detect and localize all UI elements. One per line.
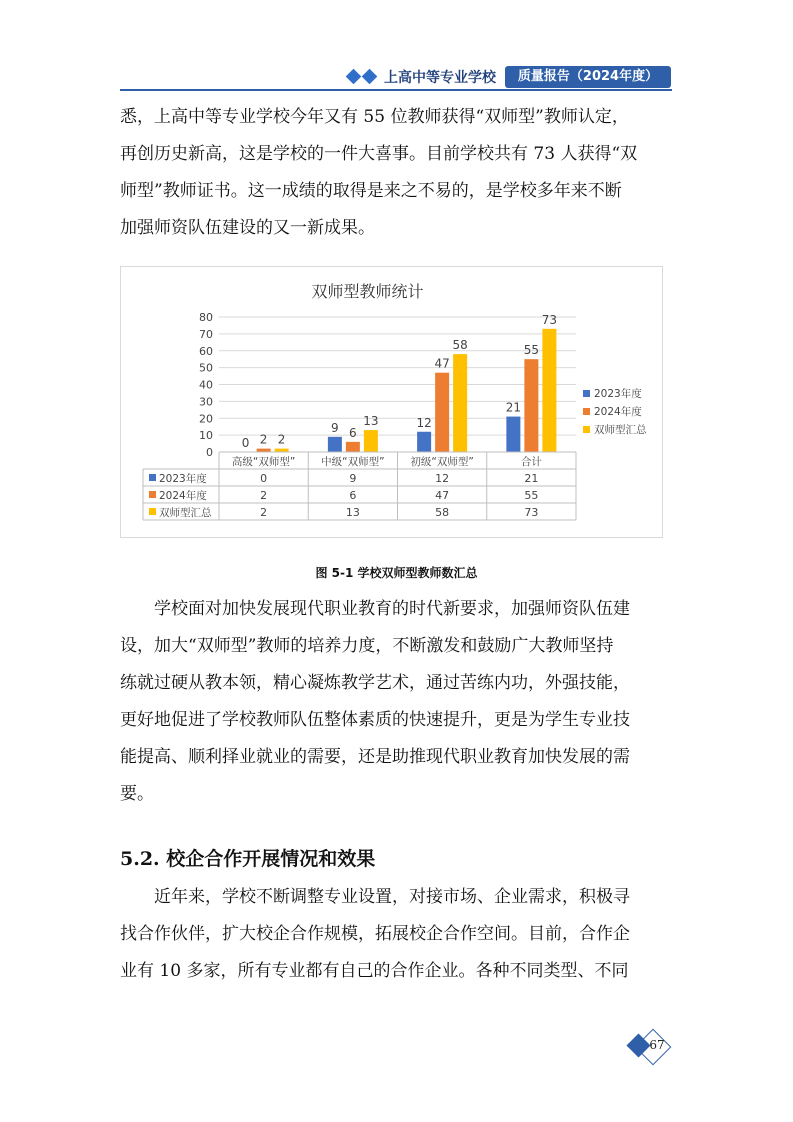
y-tick-label: 50 xyxy=(199,361,213,375)
data-label: 9 xyxy=(331,420,339,435)
y-tick-label: 0 xyxy=(206,446,213,459)
text-line: 能提高、顺利择业就业的需要，还是助推现代职业教育加快发展的需 xyxy=(120,747,630,767)
y-tick-label: 70 xyxy=(199,327,213,341)
data-label: 73 xyxy=(541,312,558,327)
y-tick-label: 60 xyxy=(199,344,213,358)
bar xyxy=(417,432,431,452)
table-cell: 6 xyxy=(349,489,357,502)
data-label: 13 xyxy=(363,414,379,429)
table-legend-key xyxy=(149,508,156,515)
text-line: 练就过硬从教本领，精心凝炼教学艺术，通过苦练内功，外强技能， xyxy=(120,673,630,693)
text-line: 找合作伙伴，扩大校企合作规模，拓展校企合作空间。目前，合作企 xyxy=(120,924,630,944)
text-line: 业有 10 多家，所有专业都有自己的合作企业。各种不同类型、不同 xyxy=(120,961,629,981)
section-title: 5.2. 校企合作开展情况和效果 xyxy=(120,848,376,870)
bar xyxy=(346,442,360,452)
x-tick-label: 高级“双师型” xyxy=(231,456,296,468)
table-cell: 55 xyxy=(524,489,539,502)
y-tick-label: 80 xyxy=(199,311,213,324)
data-label: 12 xyxy=(416,415,432,430)
data-label: 2 xyxy=(277,432,286,447)
paragraph-1 xyxy=(120,99,673,247)
paragraph-2 xyxy=(120,591,673,813)
header-school-name: 上高中等专业学校 xyxy=(384,70,496,86)
table-series-name: 2023年度 xyxy=(159,473,207,485)
y-tick-label: 20 xyxy=(199,412,213,426)
data-label: 55 xyxy=(523,343,540,358)
table-cell: 13 xyxy=(345,506,360,519)
y-tick-label: 40 xyxy=(199,378,213,392)
page-number: 67 xyxy=(649,1038,665,1052)
x-tick-label: 初级“双师型” xyxy=(410,456,474,468)
y-tick-label: 30 xyxy=(199,395,213,409)
table-cell: 2 xyxy=(260,506,268,519)
data-label: 6 xyxy=(349,425,357,440)
data-label: 58 xyxy=(452,338,468,353)
text-line: 学校面对加快发展现代职业教育的时代新要求，加强师资队伍建 xyxy=(120,599,630,619)
header-report-badge: 质量报告（2024年度） xyxy=(505,66,671,88)
chart-container xyxy=(120,266,663,538)
x-tick-label: 合计 xyxy=(520,456,542,468)
text-line: 近年来，学校不断调整专业设置，对接市场、企业需求，积极寻 xyxy=(120,887,630,907)
table-series-name: 双师型汇总 xyxy=(159,507,212,519)
table-cell: 2 xyxy=(260,489,268,502)
data-label: 47 xyxy=(434,356,450,371)
text-line: 再创历史新高，这是学校的一件大喜事。目前学校共有 73 人获得“双 xyxy=(120,144,638,164)
legend-label: 双师型汇总 xyxy=(594,424,647,436)
legend-key xyxy=(583,426,590,433)
bar xyxy=(435,373,449,452)
y-tick-label: 10 xyxy=(199,429,213,443)
data-label: 2 xyxy=(259,432,268,447)
text-line: 师型”教师证书。这一成绩的取得是来之不易的，是学校多年来不断 xyxy=(120,181,622,201)
paragraph-3 xyxy=(120,879,673,990)
header-diamond-icon xyxy=(346,69,380,85)
table-cell: 12 xyxy=(435,472,450,485)
bar xyxy=(364,430,378,452)
table-legend-key xyxy=(149,491,156,498)
text-line: 更好地促进了学校教师队伍整体素质的快速提升，更是为学生专业技 xyxy=(120,710,630,730)
bar xyxy=(275,449,289,452)
table-cell: 58 xyxy=(435,506,450,519)
bar xyxy=(524,359,538,452)
table-cell: 21 xyxy=(524,472,539,485)
x-tick-label: 中级“双师型” xyxy=(321,456,385,468)
bar xyxy=(328,437,342,452)
figure-caption: 图 5-1 学校双师型教师数汇总 xyxy=(315,566,478,580)
table-cell: 73 xyxy=(524,506,539,519)
bar xyxy=(542,329,556,452)
text-line: 设，加大“双师型”教师的培养力度，不断激发和鼓励广大教师坚持 xyxy=(120,636,614,656)
table-cell: 0 xyxy=(260,472,268,485)
bar xyxy=(506,417,520,452)
text-line: 加强师资队伍建设的又一新成果。 xyxy=(120,218,375,238)
table-cell: 9 xyxy=(349,472,357,485)
text-line: 悉，上高中等专业学校今年又有 55 位教师获得“双师型”教师认定， xyxy=(120,107,629,127)
bar xyxy=(453,354,467,452)
data-label: 21 xyxy=(505,400,522,415)
legend-key xyxy=(583,390,590,397)
data-label: 0 xyxy=(241,436,250,450)
legend-key xyxy=(583,408,590,415)
header-divider xyxy=(120,89,672,91)
bar xyxy=(257,449,271,452)
chart-title: 双师型教师统计 xyxy=(311,282,424,301)
page-number-badge xyxy=(628,1028,674,1068)
text-line: 要。 xyxy=(120,784,154,804)
legend-label: 2024年度 xyxy=(594,406,642,418)
legend-label: 2023年度 xyxy=(594,388,642,400)
bar-chart xyxy=(121,267,662,537)
table-legend-key xyxy=(149,474,156,481)
table-series-name: 2024年度 xyxy=(159,490,207,502)
table-cell: 47 xyxy=(435,489,450,502)
